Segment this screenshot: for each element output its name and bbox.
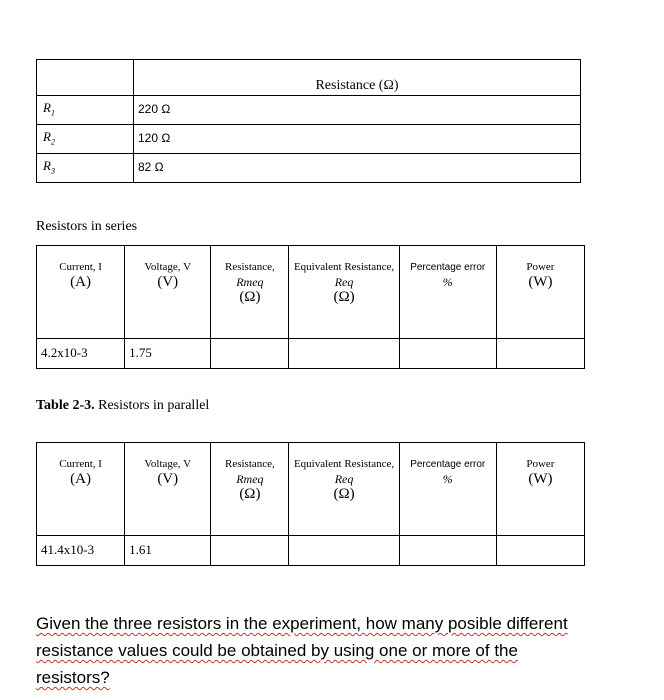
empty-cell: [496, 339, 584, 369]
percentage-error-header: Percentage error %: [399, 246, 496, 339]
series-table: [36, 245, 585, 369]
voltage-header: Voltage, V (V): [125, 443, 211, 536]
current-value: 4.2x10-3: [37, 339, 125, 369]
power-header: Power (W): [496, 443, 584, 536]
series-caption: Resistors in series: [36, 219, 138, 234]
resistor-label: $R_3$: [37, 154, 134, 183]
equivalent-resistance-header: Equivalent Resistance, Req (Ω): [289, 443, 399, 536]
current-header: Current, I (A): [37, 443, 125, 536]
empty-cell: [496, 536, 584, 566]
table-header-empty: [37, 60, 134, 96]
resistor-value: 220 Ω: [134, 96, 581, 125]
current-header: Current, I (A): [37, 246, 125, 339]
resistance-header: Resistance (Ω): [134, 60, 581, 96]
voltage-header: Voltage, V (V): [125, 246, 211, 339]
table-row: [37, 125, 581, 154]
empty-cell: [289, 339, 399, 369]
empty-cell: [399, 536, 496, 566]
percentage-error-header: Percentage error %: [399, 443, 496, 536]
table-header-row: [37, 246, 585, 339]
equivalent-resistance-header: Equivalent Resistance, Req (Ω): [289, 246, 399, 339]
parallel-caption: Table 2-3. Resistors in parallel: [36, 398, 210, 413]
table-row: [37, 154, 581, 183]
resistor-label: $R_2$: [37, 125, 134, 154]
voltage-value: 1.75: [125, 339, 211, 369]
empty-cell: [211, 536, 289, 566]
empty-cell: [399, 339, 496, 369]
table-row: [37, 339, 585, 369]
resistance-header: Resistance, Rmeq (Ω): [211, 443, 289, 536]
table-row: [37, 536, 585, 566]
power-header: Power (W): [496, 246, 584, 339]
question-text: Given the three resistors in the experiment, how many posible different resistance values could be obtained by using one or more of the resistors?: [36, 614, 568, 687]
resistor-label: $R_1$: [37, 96, 134, 125]
resistance-header: Resistance, Rmeq (Ω): [211, 246, 289, 339]
table-row: [37, 96, 581, 125]
empty-cell: [211, 339, 289, 369]
resistor-value: 120 Ω: [134, 125, 581, 154]
parallel-table: [36, 442, 585, 566]
table-header-row: [37, 443, 585, 536]
resistor-values-table: [36, 59, 581, 183]
voltage-value: 1.61: [125, 536, 211, 566]
resistor-value: 82 Ω: [134, 154, 581, 183]
empty-cell: [289, 536, 399, 566]
current-value: 41.4x10-3: [37, 536, 125, 566]
